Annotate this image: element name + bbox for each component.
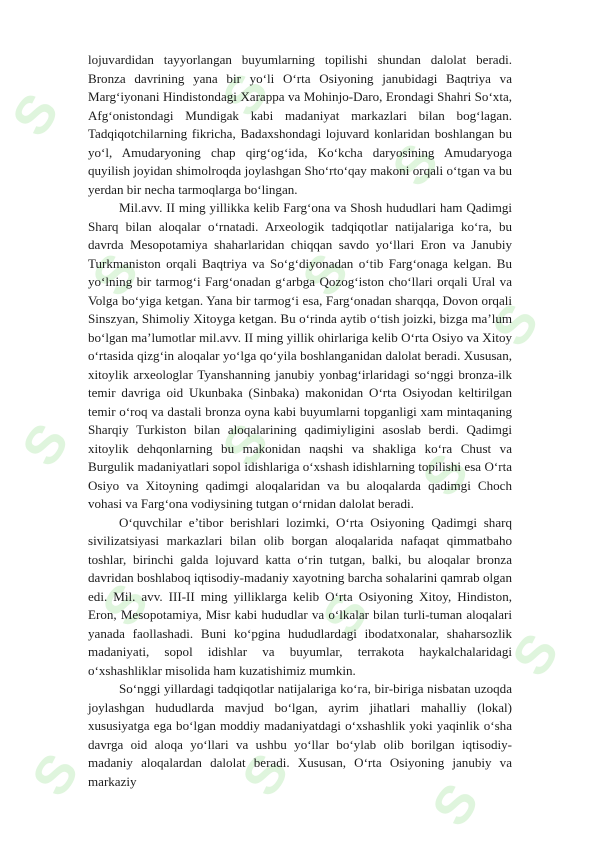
svg-text:S: S: [210, 62, 281, 127]
svg-text:S: S: [410, 442, 481, 507]
svg-text:S: S: [380, 132, 451, 197]
svg-text:S: S: [10, 412, 81, 477]
svg-text:S: S: [230, 742, 301, 807]
paragraph-fergana-shosh: Mil.avv. II ming yillikka kelib Farg‘ona va Shosh hududlari ham Qadimgi Sharq bilan aloqalar o‘rnatadi. Arxeologik tadqiqotlar natijalariga ko‘ra, bu davrda Mesopotamiya shaharlaridan chiqqan savdo yo‘llari Eron va Janubiy Turkmaniston orqali Baqtriya va So‘g‘diyonadan o‘tib Farg‘onaga kelgan. Bu yo‘lning bir tarmog‘i Farg‘onadan g‘arbga Qozog‘iston cho‘llari orqali Ural va Volga bo‘yiga ketgan. Yana bir tarmog‘i esa, Farg‘onadan sharqqa, Dovon orqali Sinszyan, Shimoliy Xitoyga ketgan. Bu o‘rinda aytib o‘tish joizki, bizga ma’lum bo‘lgan ma’lumotlar mil.avv. II ming yillik ohirlariga kelib O‘rta Osiyo va Xitoy o‘rtasida qizg‘in aloqalar yo‘lga qo‘yila boshlanganidan dalolat beradi. Xususan, xitoylik arxeologlar Tyanshanning janubiy yonbag‘irlaridagi so‘nggi bronza-ilk temir davriga oid Ukunbaka (Sinbaka) makonidan O‘rta Osiyodan keltirilgan temir o‘roq va dastali bronza oyna kabi buyumlarni topganligi xam mintaqaning Sharqiy Turkiston bilan aloqalarining qadimiyligini asoslab berdi. Qadimgi xitoylik dehqonlarning bu makonidan naqshi va shakliga ko‘ra Chust va Burgulik madaniyatlari sopol idishlariga o‘xshash idishlarning topilishi esa O‘rta Osiyo va Xitoyning qadimgi aloqalaridan va bu aloqalarda qadimgi Choch vohasi va Farg‘ona vodiysining tutgan o‘rnidan dalolat beradi.: [88, 200, 512, 511]
svg-text:S: S: [20, 742, 91, 807]
paragraph-readers-note: O‘quvchilar e’tibor berishlari lozimki, O‘rta Osiyoning Qadimgi sharq sivilizatsiyasi markazlari bilan olib borgan aloqalarida nafaqat qimmatbaho toshlar, birinchi galda lojuvard katta o‘rin tutgan, balki, bu aloqalar bronza davridan boshlaboq iqtisodiy-madaniy xayotning barcha sohalarini qamrab olgan edi. Mil. avv. III-II ming yilliklarga kelib O‘rta Osiyoning Xitoy, Hindiston, Eron, Mesopotamiya, Misr kabi hududlar va o‘lkalar bilan turli-tuman aloqalari yanada faollashadi. Buni ko‘pgina hududlardagi ibodatxonalar, shaharsozlik madaniyati, sopol idishlar va buyumlar, terrakota haykalchalaridagi o‘xshashliklar misolida ham kuzatishimiz mumkin.: [88, 514, 512, 678]
svg-text:S: S: [480, 292, 551, 357]
svg-text:S: S: [90, 572, 161, 637]
svg-text:S: S: [420, 772, 491, 837]
svg-text:S: S: [500, 622, 571, 687]
svg-text:S: S: [0, 82, 71, 147]
body-text: [88, 51, 512, 791]
paragraph-continuation: lojuvardidan tayyorlangan buyumlarning topilishi shundan dalolat beradi. Bronza davrining yana bir yo‘li O‘rta Osiyoning janubidagi Baqtriya va Marg‘iyonani Hindistondagi Xarappa va Mohinjo-Daro, Erondagi Shahri So‘xta, Afg‘onistondagi Mundigak kabi madaniyat markazlari bilan bog‘lagan. Tadqiqotchilarning fikricha, Badaxshondagi lojuvard konlaridan boshlangan bu yo‘l, Amudaryoning chap qirg‘og‘ida, Ko‘kcha daryosining Amudaryoga quyilish joyidan shimolroqda joylashgan Sho‘rto‘qay makoni orqali o‘tgan va bu yerdan bir necha tarmoqlarga bo‘lingan.: [88, 52, 512, 197]
svg-text:S: S: [210, 412, 281, 477]
paragraph-recent-research: So‘nggi yillardagi tadqiqotlar natijalariga ko‘ra, bir-biriga nisbatan uzoqda joylashgan hududlarda mavjud bo‘lgan, ayrim jihatlari mahalliy (lokal) xususiyatga ega bo‘lgan moddiy madaniyatdagi o‘xshashlik yoki yaqinlik o‘sha davrga oid aloqa yo‘llari va ushbu yo‘llar bo‘ylab olib borilgan iqtisodiy-madaniy aloqalardan dalolat beradi. Xususan, O‘rta Osiyoning janubiy va markaziy: [88, 681, 512, 789]
svg-text:S: S: [310, 582, 381, 647]
svg-text:S: S: [80, 242, 151, 307]
svg-text:S: S: [290, 242, 361, 307]
